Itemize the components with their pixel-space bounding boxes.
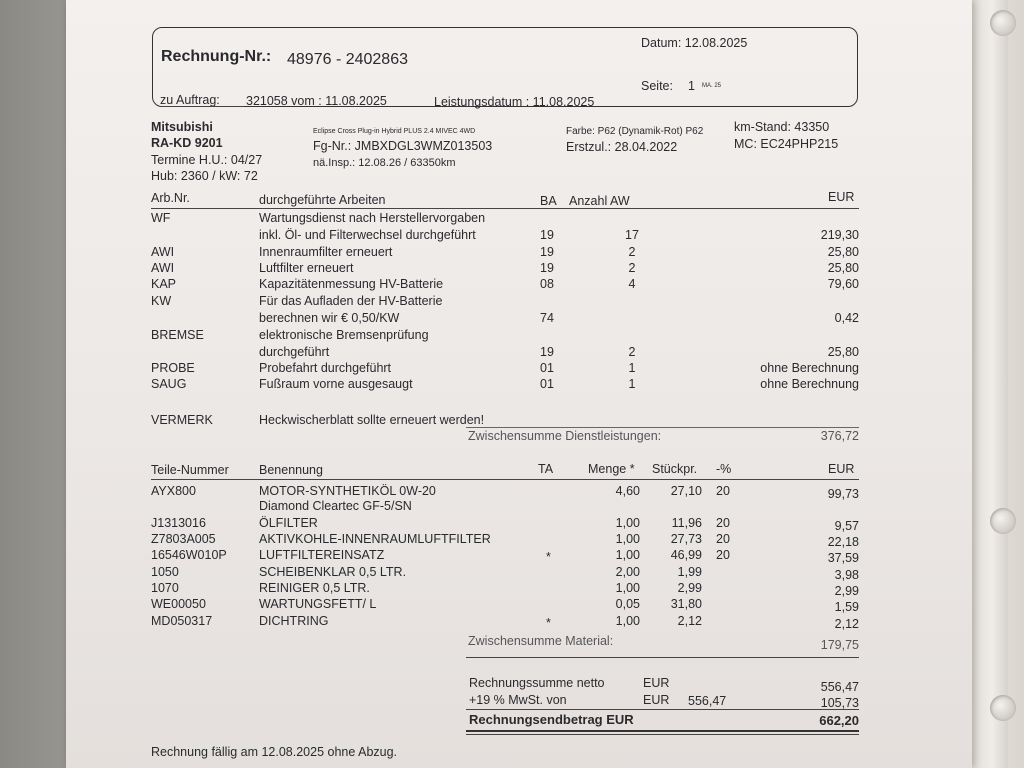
page-number: 1 <box>688 79 695 93</box>
labor-row-eur: 0,42 <box>834 310 859 325</box>
labor-header-rule <box>151 208 859 209</box>
order-underline <box>160 106 244 107</box>
labor-header-nr: Arb.Nr. <box>151 191 190 205</box>
vehicle-vin: Fg-Nr.: JMBXDGL3WMZ013503 <box>313 139 493 153</box>
service-date: Leistungsdatum : 11.08.2025 <box>434 95 595 109</box>
vehicle-next-inspection: nä.Insp.: 12.08.26 / 63350km <box>313 157 456 169</box>
parts-row-price: 27,10 <box>670 484 702 498</box>
parts-row-name: SCHEIBENKLAR 0,5 LTR. <box>259 565 407 579</box>
parts-row-price: 2,12 <box>677 614 702 628</box>
parts-subtotal-label: Zwischensumme Material: <box>468 634 614 648</box>
labor-subtotal-rule <box>466 427 859 428</box>
parts-row-name: AKTIVKOHLE-INNENRAUMLUFTFILTER <box>259 532 491 546</box>
parts-header-pct: -% <box>716 462 732 476</box>
binder-hole <box>990 508 1016 534</box>
labor-row-aw: 2 <box>628 344 636 359</box>
labor-row-nr: PROBE <box>151 361 195 375</box>
labor-row-eur: ohne Berechnung <box>760 377 859 391</box>
parts-row-price: 27,73 <box>670 532 702 546</box>
labor-row-nr: SAUG <box>151 377 187 391</box>
parts-row-nr: Z7803A005 <box>151 532 216 546</box>
parts-row-qty: 1,00 <box>615 516 640 530</box>
labor-row-desc: Wartungsdienst nach Herstellervorgaben <box>259 211 486 225</box>
parts-row-qty: 1,00 <box>615 532 640 546</box>
labor-row-ba: 08 <box>540 277 554 291</box>
labor-row-nr: KAP <box>151 277 177 291</box>
parts-row-nr: J1313016 <box>151 516 206 530</box>
labor-row-ba: 74 <box>540 310 554 325</box>
parts-header-rule <box>151 479 859 480</box>
parts-row-name: LUFTFILTEREINSATZ <box>259 548 385 562</box>
labor-row-desc: Innenraumfilter erneuert <box>259 245 393 259</box>
parts-header-ta: TA <box>538 462 554 476</box>
final-total-top-rule <box>466 709 859 710</box>
labor-row-nr: BREMSE <box>151 328 204 342</box>
vehicle-hub: Hub: 2360 / kW: 72 <box>151 169 258 183</box>
parts-row-nr: MD050317 <box>151 614 213 628</box>
labor-row-desc: Probefahrt durchgeführt <box>259 361 392 375</box>
parts-row-eur: 3,98 <box>834 568 859 582</box>
final-total-label: Rechnungsendbetrag EUR <box>469 712 634 727</box>
parts-subtotal-rule <box>466 657 859 658</box>
parts-row-name: MOTOR-SYNTHETIKÖL 0W-20 <box>259 484 436 498</box>
parts-row-eur: 2,99 <box>834 584 859 598</box>
parts-row-price: 31,80 <box>670 597 702 611</box>
page-label: Seite: <box>641 79 673 93</box>
parts-row-qty: 0,05 <box>615 597 640 611</box>
parts-row-eur: 99,73 <box>827 487 859 501</box>
labor-subtotal-label: Zwischensumme Dienstleistungen: <box>468 429 662 443</box>
vehicle-km: km-Stand: 43350 <box>734 120 830 134</box>
labor-row-aw: 1 <box>628 361 636 375</box>
invoice-label: Rechnung-Nr.: <box>161 48 272 65</box>
parts-row-eur: 37,59 <box>827 551 859 565</box>
parts-row-eur: 1,59 <box>834 600 859 614</box>
payment-terms: Rechnung fällig am 12.08.2025 ohne Abzug. <box>151 745 398 759</box>
parts-row-price: 11,96 <box>671 516 702 530</box>
parts-row-pct: 20 <box>716 516 730 530</box>
vehicle-make: Mitsubishi <box>151 120 213 134</box>
labor-row-nr: AWI <box>151 261 175 275</box>
parts-row-eur: 9,57 <box>834 519 859 533</box>
labor-header-ba: BA <box>540 194 557 208</box>
labor-row-desc: durchgeführt <box>259 344 330 359</box>
parts-subtotal-value: 179,75 <box>820 638 859 652</box>
parts-header-price: Stückpr. <box>652 462 698 476</box>
invoice-number: 48976 - 2402863 <box>287 51 408 68</box>
labor-note-label: VERMERK <box>151 413 213 427</box>
labor-row-eur: 79,60 <box>827 277 859 291</box>
labor-row-aw: 17 <box>625 227 639 242</box>
labor-row-aw: 2 <box>628 261 636 275</box>
parts-row-qty: 1,00 <box>615 614 640 628</box>
parts-row-name: Diamond Cleartec GF-5/SN <box>259 499 412 513</box>
net-total-label: Rechnungssumme netto <box>469 676 605 690</box>
parts-row-nr: 16546W010P <box>151 548 227 562</box>
labor-row-eur: 25,80 <box>827 245 859 259</box>
labor-row-aw: 2 <box>628 245 636 259</box>
labor-subtotal-value: 376,72 <box>820 429 859 443</box>
labor-row-aw: 4 <box>628 277 636 291</box>
labor-row-ba: 19 <box>540 227 554 242</box>
final-total-rule <box>466 730 859 732</box>
labor-row-ba: 19 <box>540 261 554 275</box>
labor-row-eur: 25,80 <box>827 344 859 359</box>
parts-header-name: Benennung <box>259 463 323 477</box>
parts-header-eur: EUR <box>828 462 855 476</box>
vat-label: +19 % MwSt. von <box>469 693 567 707</box>
vehicle-first-registration: Erstzul.: 28.04.2022 <box>566 140 678 154</box>
labor-row-eur: ohne Berechnung <box>760 361 859 375</box>
labor-row-ba: 01 <box>540 377 554 391</box>
labor-row-ba: 01 <box>540 361 554 375</box>
final-total-double-rule <box>466 734 859 735</box>
parts-row-price: 46,99 <box>670 548 702 562</box>
labor-row-eur: 219,30 <box>820 227 859 242</box>
labor-row-desc: Fußraum vorne ausgesaugt <box>259 377 413 391</box>
labor-row-desc: inkl. Öl- und Filterwechsel durchgeführt <box>259 227 476 242</box>
labor-row-desc: Kapazitätenmessung HV-Batterie <box>259 277 444 291</box>
labor-note-text: Heckwischerblatt sollte erneuert werden! <box>259 413 485 427</box>
vehicle-color: Farbe: P62 (Dynamik-Rot) P62 <box>566 126 704 137</box>
net-total-currency: EUR <box>643 676 670 690</box>
parts-row-ta: * <box>546 616 551 630</box>
parts-row-pct: 20 <box>716 548 730 562</box>
labor-header-eur: EUR <box>828 190 855 204</box>
parts-row-eur: 2,12 <box>834 617 859 631</box>
order-label: zu Auftrag: <box>160 93 220 107</box>
parts-row-eur: 22,18 <box>827 535 859 549</box>
parts-header-nr: Teile-Nummer <box>151 463 229 477</box>
labor-row-ba: 19 <box>540 245 554 259</box>
parts-row-pct: 20 <box>716 484 730 498</box>
labor-row-nr: WF <box>151 211 171 225</box>
parts-row-name: WARTUNGSFETT/ L <box>259 597 377 611</box>
invoice-date: Datum: 12.08.2025 <box>641 36 748 50</box>
parts-row-name: ÖLFILTER <box>259 516 318 530</box>
vehicle-hu: Termine H.U.: 04/27 <box>151 153 263 167</box>
labor-row-ba: 19 <box>540 344 554 359</box>
final-total-value: 662,20 <box>819 713 859 728</box>
parts-row-name: DICHTRING <box>259 614 329 628</box>
labor-row-desc: Für das Aufladen der HV-Batterie <box>259 294 443 308</box>
parts-row-nr: AYX800 <box>151 484 196 498</box>
parts-row-nr: WE00050 <box>151 597 206 611</box>
labor-row-eur: 25,80 <box>827 261 859 275</box>
parts-row-pct: 20 <box>716 532 730 546</box>
parts-row-nr: 1050 <box>151 565 179 579</box>
labor-row-desc: Luftfilter erneuert <box>259 261 354 275</box>
net-total-value: 556,47 <box>820 680 859 694</box>
labor-row-nr: KW <box>151 294 172 308</box>
labor-row-aw: 1 <box>628 377 636 391</box>
vat-value: 105,73 <box>820 696 859 710</box>
labor-row-desc: berechnen wir € 0,50/KW <box>259 310 400 325</box>
labor-header-desc: durchgeführte Arbeiten <box>259 193 386 207</box>
labor-row-desc: elektronische Bremsenprüfung <box>259 328 429 342</box>
order-value: 321058 vom : 11.08.2025 <box>246 94 387 108</box>
labor-header-aw: Anzahl AW <box>569 194 630 208</box>
vehicle-plate: RA-KD 9201 <box>151 136 223 150</box>
parts-row-qty: 4,60 <box>615 484 640 498</box>
vat-base: 556,47 <box>688 694 727 708</box>
vat-currency: EUR <box>643 693 670 707</box>
vehicle-model: Eclipse Cross Plug-in Hybrid PLUS 2.4 MIVEC 4WD <box>313 128 476 135</box>
parts-row-ta: * <box>546 550 551 564</box>
parts-row-nr: 1070 <box>151 581 179 595</box>
parts-row-price: 2,99 <box>677 581 702 595</box>
vehicle-mc: MC: EC24PHP215 <box>734 137 839 151</box>
binder-hole <box>990 10 1016 36</box>
parts-row-qty: 1,00 <box>615 548 640 562</box>
parts-row-price: 1,99 <box>677 565 702 579</box>
binder-hole <box>990 695 1016 721</box>
labor-row-nr: AWI <box>151 245 175 259</box>
parts-row-qty: 2,00 <box>615 565 640 579</box>
parts-row-name: REINIGER 0,5 LTR. <box>259 581 370 595</box>
parts-row-qty: 1,00 <box>615 581 640 595</box>
parts-header-qty: Menge * <box>588 462 635 476</box>
page-suffix: MA. 25 <box>702 83 722 89</box>
